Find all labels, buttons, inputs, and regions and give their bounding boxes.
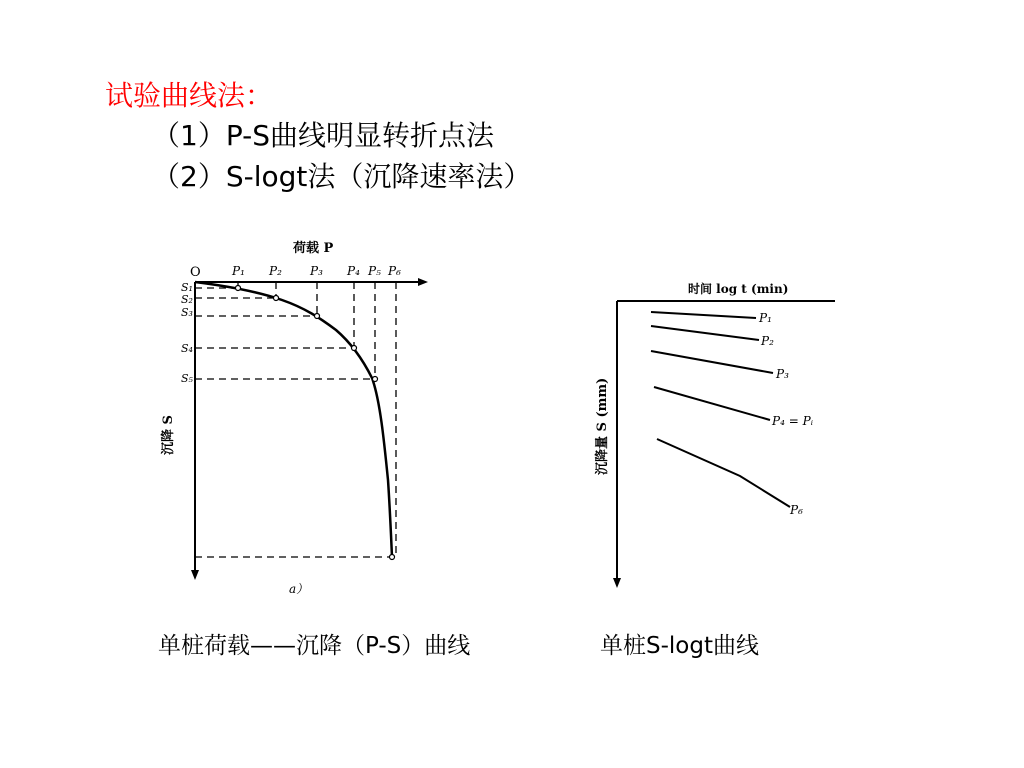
settlement-label-s1: S₁ <box>181 281 193 294</box>
figure-sublabel: a） <box>289 582 309 596</box>
s-logt-figure <box>580 270 840 595</box>
settlement-axis-label: 沉降 S <box>161 415 176 455</box>
load-label-p1: P₁ <box>232 264 245 278</box>
guide-lines <box>195 282 396 557</box>
method-1-text: （1）P-S曲线明显转折点法 <box>152 119 494 152</box>
line-label-p6: P₆ <box>790 503 803 517</box>
settlement-label-s5: S₅ <box>181 372 193 385</box>
settlement-axis-right-arrow <box>613 578 621 588</box>
settlement-label-s2: S₂ <box>181 293 193 306</box>
ps-curve <box>195 282 392 557</box>
settlement-label-s4: S₄ <box>181 342 193 355</box>
slide-title: 试验曲线法： <box>105 79 274 112</box>
load-axis-label: 荷载 P <box>293 241 334 256</box>
ps-curve-caption: 单桩荷载——沉降（P-S）曲线 <box>158 633 471 659</box>
load-label-p5: P₅ <box>368 264 381 278</box>
s-logt-diagram <box>580 270 840 595</box>
load-label-p6: P₆ <box>388 264 401 278</box>
settlement-axis-label-right: 沉降量 S (mm) <box>595 377 610 475</box>
line-label-p4: P₄ = Pᵢ <box>772 414 814 428</box>
load-label-p3: P₃ <box>310 264 323 278</box>
method-2-text: （2）S-logt法（沉降速率法） <box>152 160 532 193</box>
s-logt-caption: 单桩S-logt曲线 <box>600 633 759 659</box>
curve-points <box>236 286 395 560</box>
origin-label: O <box>190 265 201 280</box>
time-axis-label: 时间 log t (min) <box>688 282 789 296</box>
line-label-p1: P₁ <box>759 311 772 325</box>
line-label-p2: P₂ <box>761 334 774 348</box>
ps-curve-figure <box>150 230 430 605</box>
load-label-p2: P₂ <box>269 264 282 278</box>
load-label-p4: P₄ <box>347 264 360 278</box>
settlement-label-s3: S₃ <box>181 306 193 319</box>
ps-curve-diagram <box>150 230 430 605</box>
settlement-axis-arrow <box>191 570 199 580</box>
load-axis-arrow <box>418 278 428 286</box>
line-label-p3: P₃ <box>776 367 789 381</box>
